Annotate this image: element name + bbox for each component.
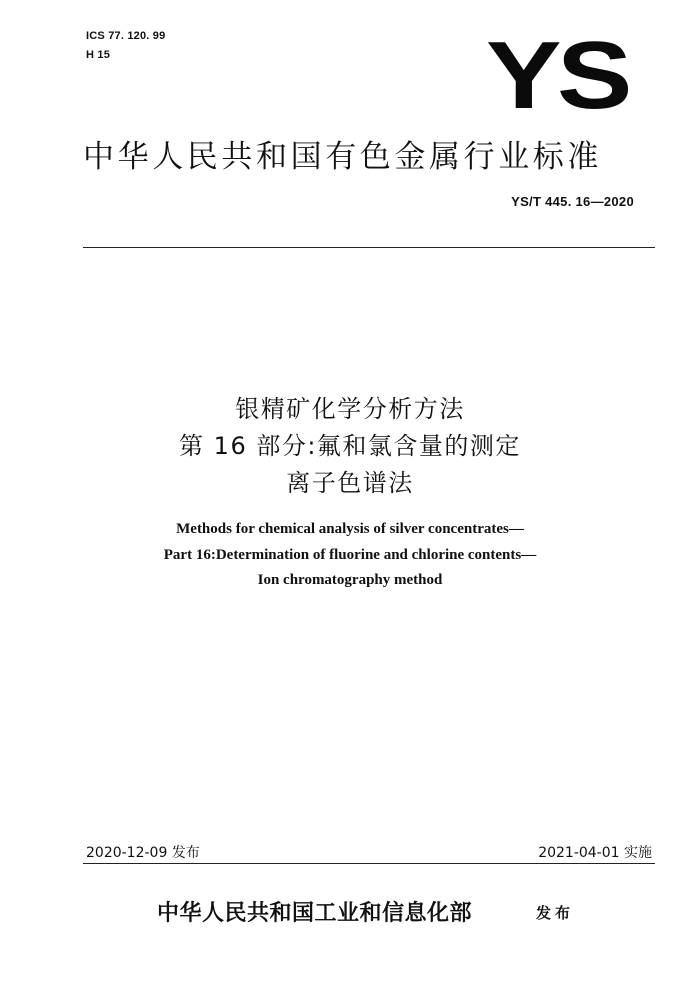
issuing-authority: 中华人民共和国工业和信息化部 — [157, 900, 473, 926]
header-rule — [83, 247, 655, 248]
classification-code: H 15 — [86, 49, 111, 61]
document-title-en-line1: Methods for chemical analysis of silver concentrates— — [176, 521, 524, 537]
standard-title: 中华人民共和国有色金属行业标准 — [83, 139, 602, 175]
footer-rule — [83, 863, 655, 864]
document-title-zh-line2: 第 16 部分:氟和氯含量的测定 — [179, 432, 521, 460]
ys-logo: YS — [486, 22, 628, 129]
ics-code: ICS 77. 120. 99 — [86, 30, 166, 42]
effective-date: 2021-04-01 实施 — [538, 845, 652, 861]
document-title-zh-line1: 银精矿化学分析方法 — [235, 395, 465, 423]
issue-date: 2020-12-09 发布 — [86, 845, 200, 861]
publish-label: 发布 — [536, 904, 575, 922]
document-title-en-line3: Ion chromatography method — [257, 572, 443, 588]
document-title-zh-line3: 离子色谱法 — [286, 469, 414, 497]
document-title-en-line2: Part 16:Determination of fluorine and chlorine contents— — [163, 547, 537, 563]
standard-code: YS/T 445. 16—2020 — [511, 194, 634, 209]
